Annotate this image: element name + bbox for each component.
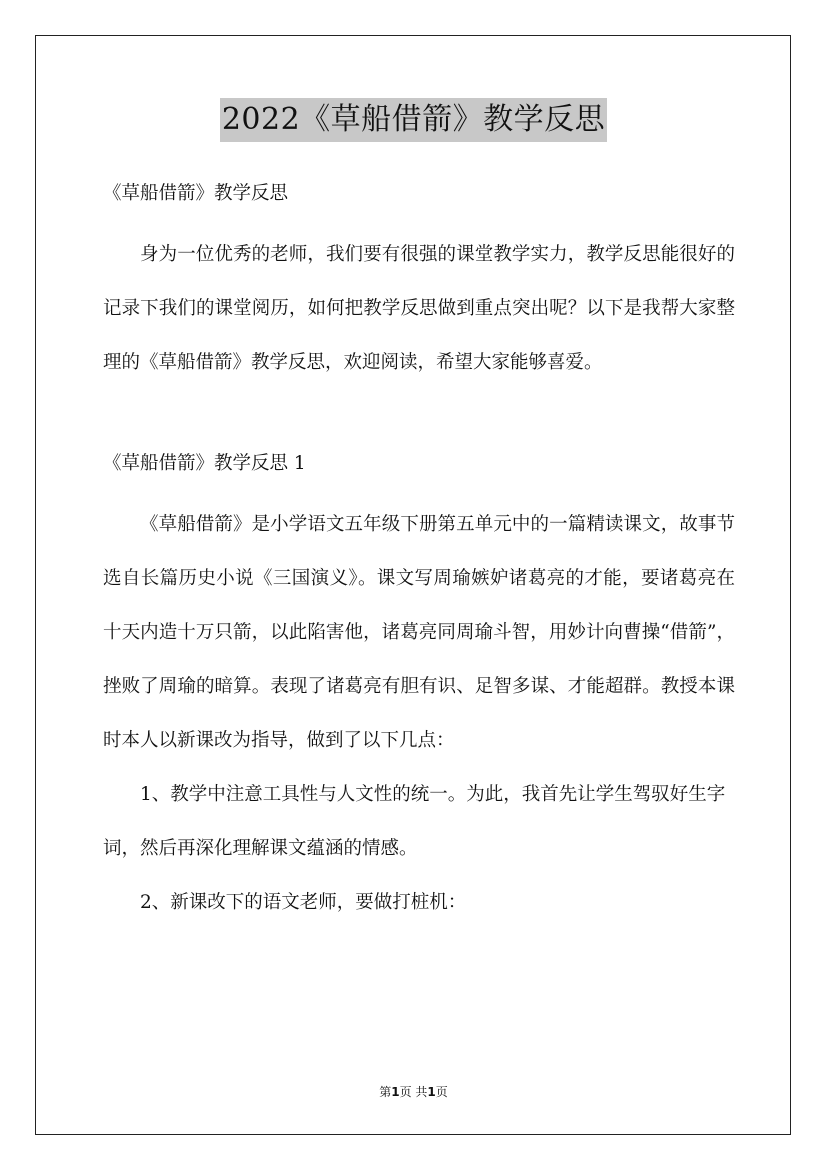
footer-suffix: 页 <box>435 1085 448 1099</box>
section1-heading: 《草船借箭》教学反思 1 <box>103 453 306 474</box>
point-2: 2、新课改下的语文老师，要做打桩机： <box>140 892 467 913</box>
footer-current-page: 1 <box>391 1085 400 1099</box>
point-1: 1、教学中注意工具性与人文性的统一。为此，我首先让学生驾驭好生字词，然后再深化理解课文蕴涵的情感。 <box>103 784 726 859</box>
footer-total-pages: 1 <box>427 1085 436 1099</box>
page-footer <box>0 1083 827 1100</box>
footer-prefix: 第 <box>379 1085 392 1099</box>
section1-paragraph: 《草船借箭》是小学语文五年级下册第五单元中的一篇精读课文，故事节选自长篇历史小说《三国演义》。课文写周瑜嫉妒诸葛亮的才能，要诸葛亮在十天内造十万只箭，以此陷害他，诸葛亮同周瑜斗智，用妙计向曹操“借箭”，挫败了周瑜的暗算。表现了诸葛亮有胆有识、足智多谋、才能超群。教授本课时本人以新课改为指导，做到了以下几点： <box>103 514 735 751</box>
spacer <box>103 390 735 448</box>
footer-mid: 页 共 <box>399 1085 428 1099</box>
spacer <box>103 480 735 498</box>
document-title: 2022《草船借箭》教学反思 <box>220 98 607 142</box>
title-container <box>0 98 827 142</box>
spacer <box>103 210 735 228</box>
document-body <box>103 178 735 930</box>
intro-paragraph: 身为一位优秀的老师，我们要有很强的课堂教学实力，教学反思能很好的记录下我们的课堂阅历，如何把教学反思做到重点突出呢？以下是我帮大家整理的《草船借箭》教学反思，欢迎阅读，希望大家能够喜爱。 <box>103 244 735 373</box>
intro-heading: 《草船借箭》教学反思 <box>103 183 289 204</box>
